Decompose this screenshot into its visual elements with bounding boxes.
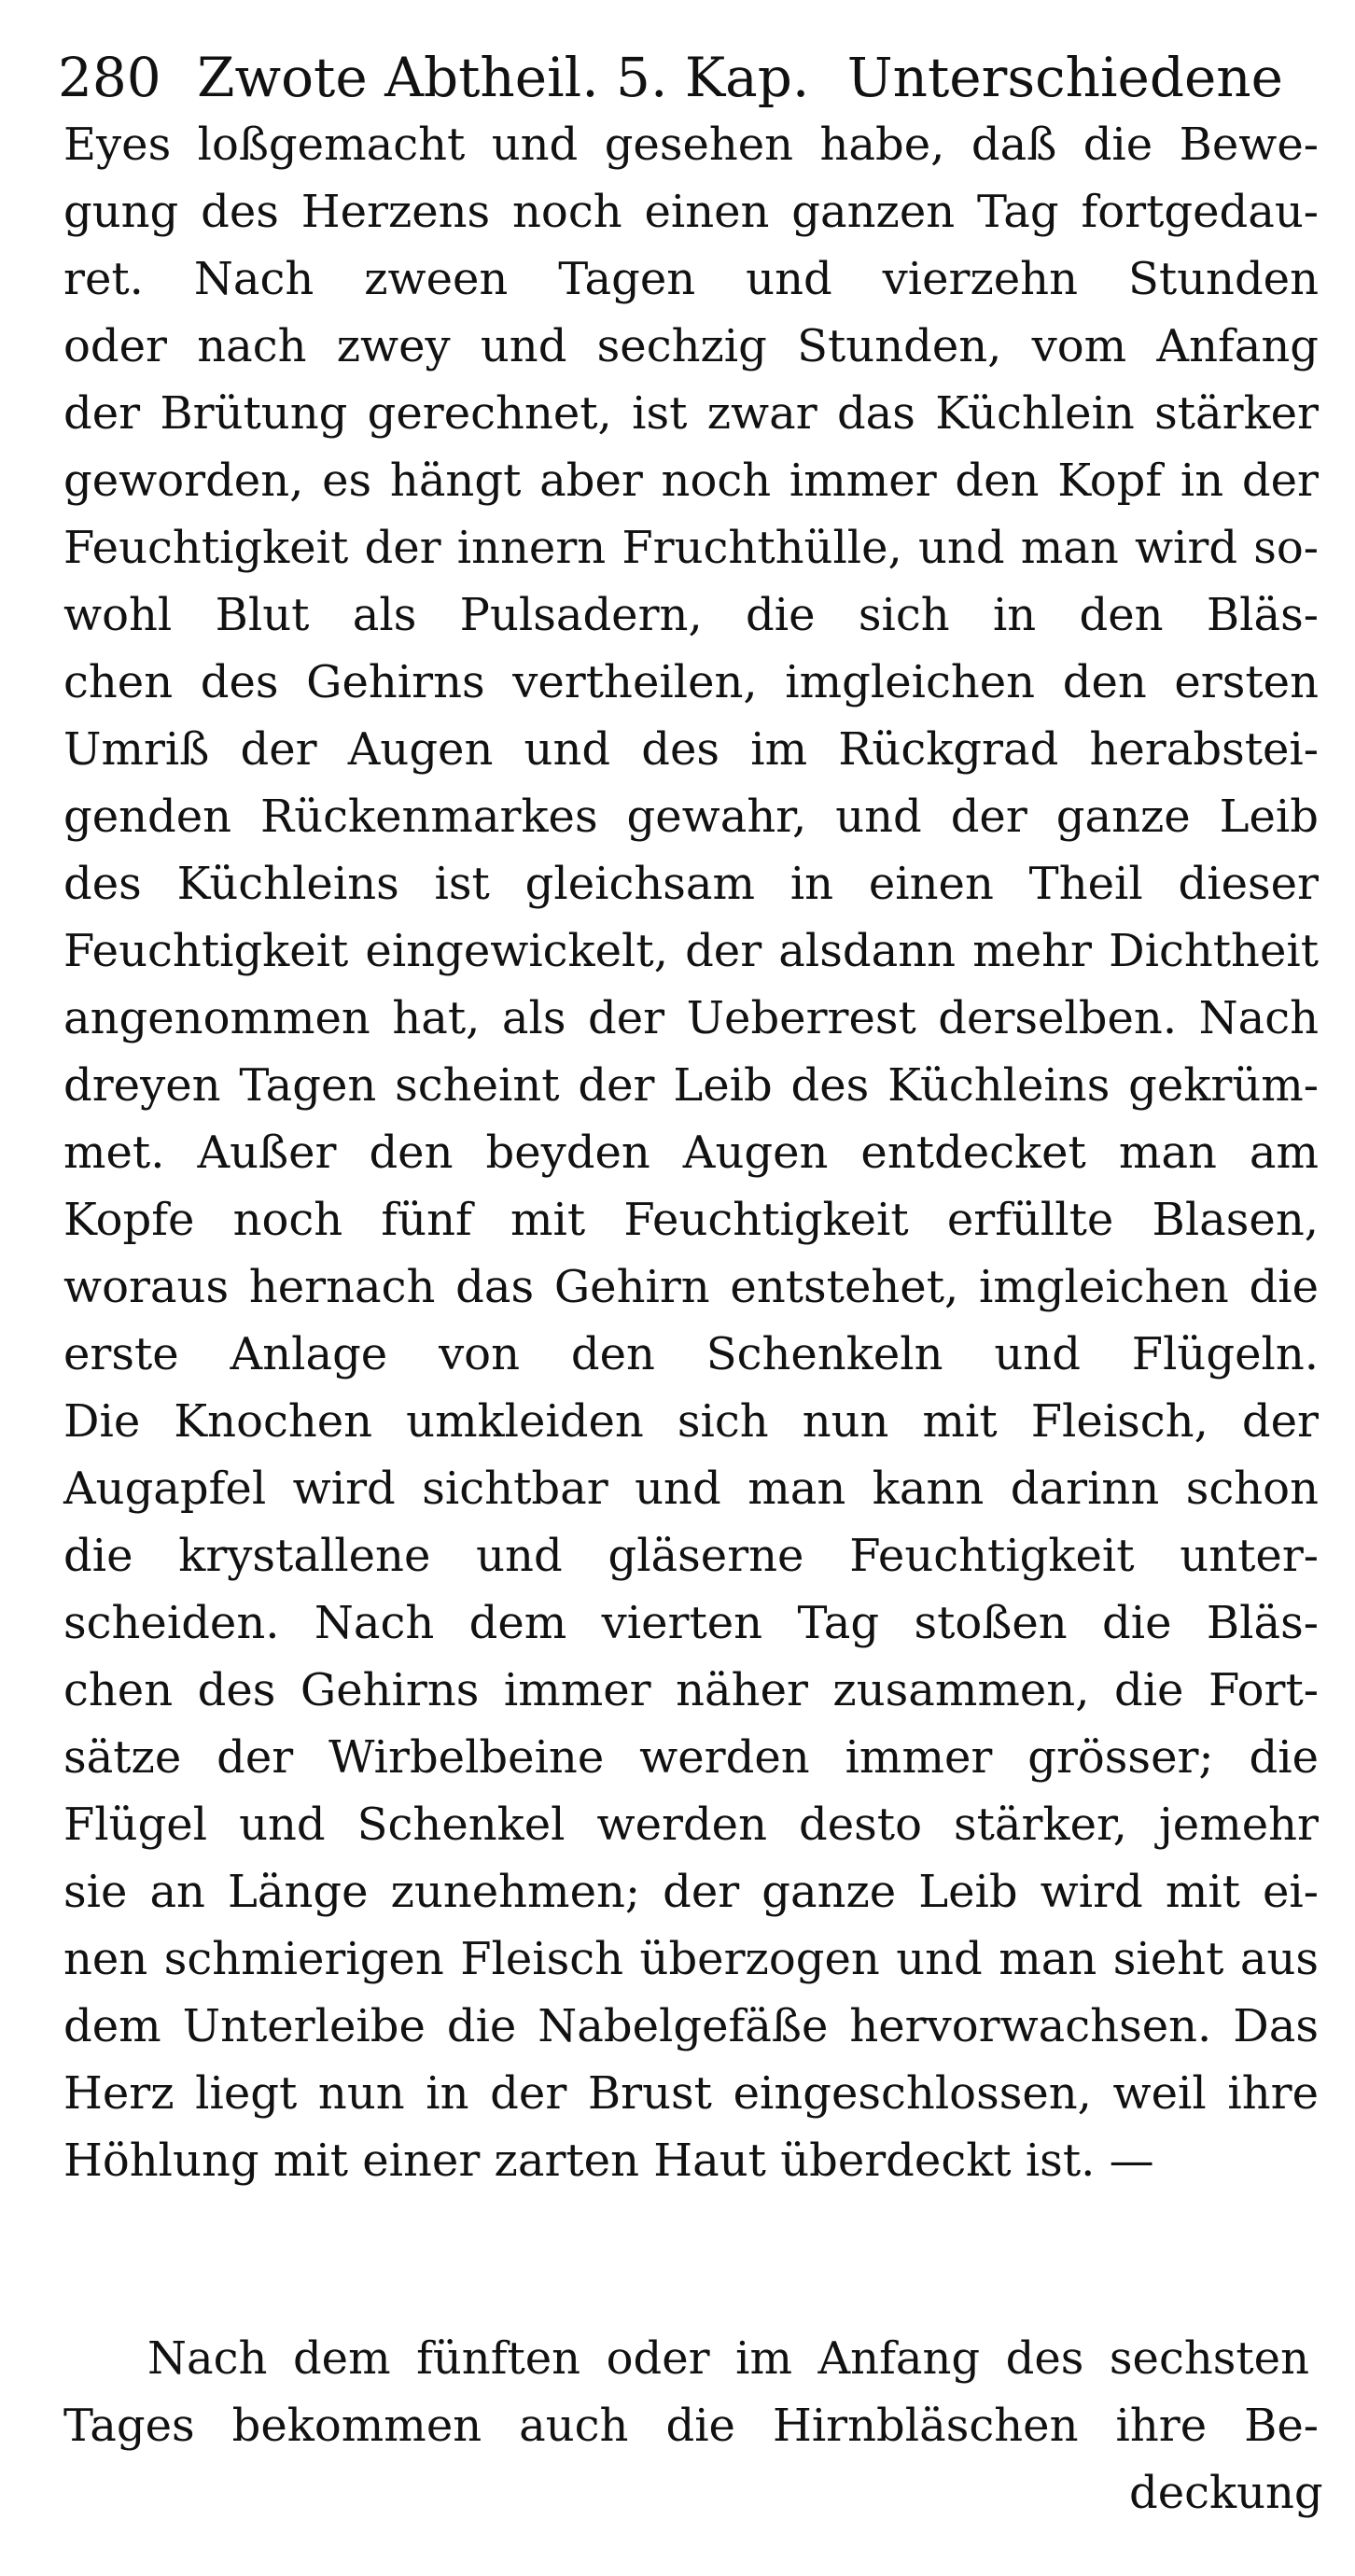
text-line: Nach dem fünften oder im Anfang des sechsten	[147, 2332, 1309, 2385]
text-line: Höhlung mit einer zarten Haut überdeckt ist. —	[63, 2135, 1154, 2187]
catchword: deckung	[1129, 2467, 1323, 2519]
text-line: met. Außer den beyden Augen entdecket man am	[63, 1127, 1319, 1179]
text-line: erste Anlage von den Schenkeln und Flügeln.	[63, 1328, 1319, 1380]
text-line: Umriß der Augen und des im Rückgrad herabstei-	[63, 723, 1319, 776]
page-number: 280	[58, 46, 161, 109]
running-title: Unterschiedene	[846, 46, 1283, 109]
text-line: chen des Gehirns vertheilen, imgleichen den ersten	[63, 656, 1319, 708]
text-line: scheiden. Nach dem vierten Tag stoßen die Bläs-	[63, 1597, 1319, 1649]
text-line: Herz liegt nun in der Brust eingeschlossen, weil ihre	[63, 2067, 1319, 2120]
text-line: genden Rückenmarkes gewahr, und der ganze Leib	[63, 791, 1319, 843]
text-line: der Brütung gerechnet, ist zwar das Küchlein stärker	[63, 387, 1319, 440]
running-header	[58, 35, 1308, 119]
text-line: Tages bekommen auch die Hirnbläschen ihre Be-	[63, 2400, 1319, 2452]
text-line: angenommen hat, als der Ueberrest derselben. Nach	[63, 992, 1319, 1044]
text-line: Feuchtigkeit eingewickelt, der alsdann mehr Dichtheit	[63, 925, 1319, 977]
text-line: Die Knochen umkleiden sich nun mit Fleisch, der	[63, 1395, 1319, 1448]
text-line: chen des Gehirns immer näher zusammen, die Fort-	[63, 1664, 1319, 1716]
text-line: gung des Herzens noch einen ganzen Tag fortgedau-	[63, 186, 1319, 238]
text-line: sie an Länge zunehmen; der ganze Leib wird mit ei-	[63, 1866, 1319, 1918]
text-line: geworden, es hängt aber noch immer den Kopf in der	[63, 455, 1319, 507]
text-line: ret. Nach zween Tagen und vierzehn Stunden	[63, 253, 1319, 305]
text-line: Feuchtigkeit der innern Fruchthülle, und man wird so-	[63, 522, 1319, 574]
text-line: wohl Blut als Pulsadern, die sich in den Bläs-	[63, 589, 1319, 641]
text-line: sätze der Wirbelbeine werden immer grösser; die	[63, 1731, 1319, 1784]
text-line: Eyes loßgemacht und gesehen habe, daß die Bewe-	[63, 119, 1319, 171]
text-line: woraus hernach das Gehirn entstehet, imgleichen die	[63, 1261, 1319, 1313]
text-line: die krystallene und gläserne Feuchtigkeit unter-	[63, 1530, 1319, 1582]
text-line: nen schmierigen Fleisch überzogen und man sieht aus	[63, 1933, 1319, 1985]
text-line: Kopfe noch fünf mit Feuchtigkeit erfüllte Blasen,	[63, 1194, 1319, 1246]
text-line: Augapfel wird sichtbar und man kann darinn schon	[63, 1463, 1319, 1515]
section-label: Zwote Abtheil. 5. Kap.	[197, 46, 810, 109]
text-line: oder nach zwey und sechzig Stunden, vom Anfang	[63, 320, 1319, 372]
text-line: des Küchleins ist gleichsam in einen Theil dieser	[63, 858, 1319, 910]
text-line: Flügel und Schenkel werden desto stärker, jemehr	[63, 1799, 1319, 1851]
text-line: dem Unterleibe die Nabelgefäße hervorwachsen. Das	[63, 2000, 1319, 2052]
text-line: dreyen Tagen scheint der Leib des Küchleins gekrüm-	[63, 1059, 1319, 1112]
